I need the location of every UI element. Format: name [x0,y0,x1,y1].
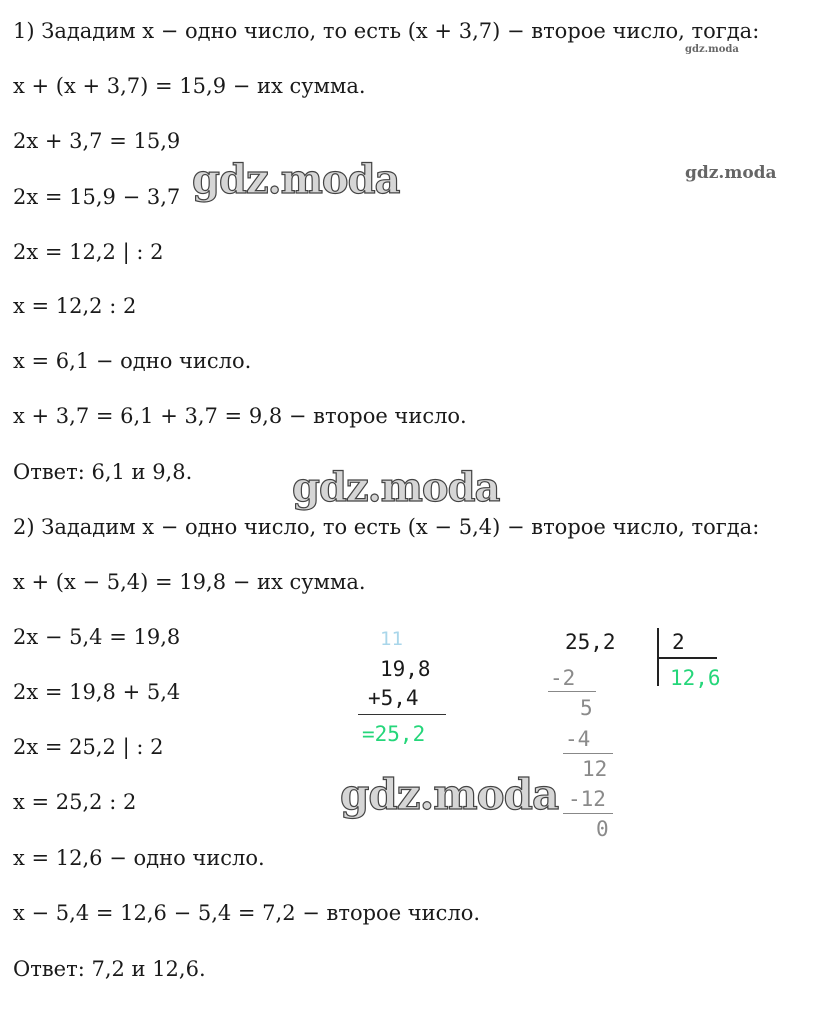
division-dividend: 25,2 [565,630,616,654]
addition-row1: 19,8 [380,657,431,681]
part2-eq3: 2x = 19,8 + 5,4 [13,680,181,704]
part2-eq2: 2x − 5,4 = 19,8 [13,625,181,649]
division-step-6: 0 [596,817,609,841]
part1-eq2: 2x + 3,7 = 15,9 [13,129,181,153]
watermark-1: gdz.moda [192,156,400,203]
watermark-tiny: gdz.moda [685,44,739,55]
division-quotient: 12,6 [670,666,721,690]
part1-eq6: x = 6,1 − одно число. [13,349,252,373]
part1-eq5: x = 12,2 : 2 [13,294,137,318]
part1-intro: 1) Зададим x − одно число, то есть (x + 3,7) − второе число, тогда: [13,19,760,43]
watermark-2: gdz.moda [685,163,777,183]
division-step-4: 12 [582,757,608,781]
division-step-2: 5 [580,696,593,720]
division-step-5: -12 [568,787,606,811]
part2-answer: Ответ: 7,2 и 12,6. [13,957,206,981]
watermark-4: gdz.moda [340,770,559,819]
part1-answer: Ответ: 6,1 и 9,8. [13,460,193,484]
division-divisor: 2 [672,630,685,654]
part1-eq3: 2x = 15,9 − 3,7 [13,185,181,209]
part2-eq4: 2x = 25,2 | : 2 [13,735,164,759]
part2-eq6: x = 12,6 − одно число. [13,846,265,870]
part2-intro: 2) Зададим x − одно число, то есть (x − 5,4) − второе число, тогда: [13,515,760,539]
part2-eq1: x + (x − 5,4) = 19,8 − их сумма. [13,570,366,594]
part1-eq7: x + 3,7 = 6,1 + 3,7 = 9,8 − второе число. [13,404,467,428]
part2-eq5: x = 25,2 : 2 [13,790,137,814]
addition-carry: 11 [380,628,403,650]
division-rule-1 [548,691,596,692]
addition-rule [358,714,446,715]
division-step-3: -4 [565,727,591,751]
part2-eq7: x − 5,4 = 12,6 − 5,4 = 7,2 − второе число. [13,901,481,925]
division-step-1: -2 [550,666,576,690]
division-rule-3 [563,813,613,814]
addition-result: =25,2 [362,722,426,746]
part1-eq1: x + (x + 3,7) = 15,9 − их сумма. [13,74,366,98]
division-divisor-rule [659,657,717,659]
division-rule-2 [563,753,613,754]
addition-row2: +5,4 [368,686,419,710]
watermark-3: gdz.moda [292,464,500,511]
part1-eq4: 2x = 12,2 | : 2 [13,240,164,264]
